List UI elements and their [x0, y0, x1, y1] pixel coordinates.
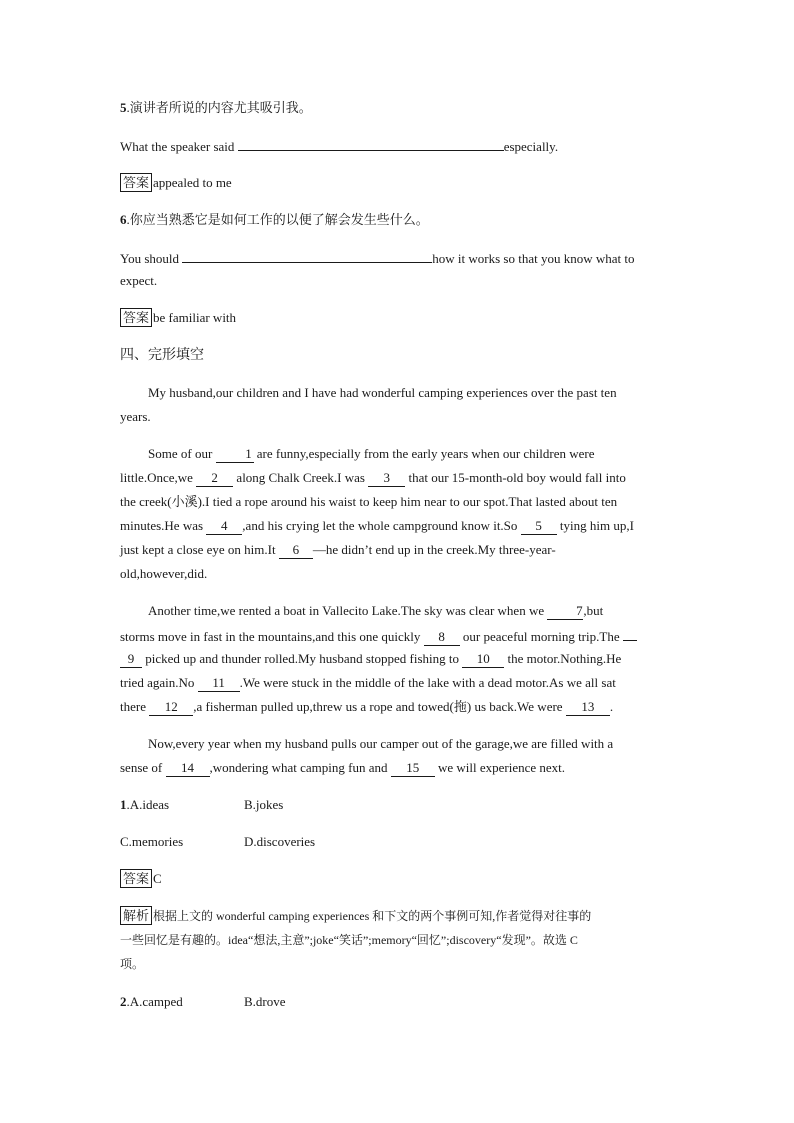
cloze-blank: 11: [198, 674, 240, 692]
passage-text: there: [120, 699, 150, 714]
answer-tag: 答案: [120, 173, 152, 192]
passage-text: the motor.Nothing.He: [504, 651, 622, 666]
cloze-blank: 8: [424, 628, 460, 646]
passage-line: [120, 442, 676, 466]
cloze-1-answer: [120, 867, 676, 891]
question-6-sentence-cont: expect.: [120, 273, 158, 288]
question-number: 5: [120, 100, 127, 115]
passage-line: old,however,did.: [120, 566, 208, 581]
cloze-blank: 14: [166, 759, 210, 777]
cloze-blank: 15: [391, 759, 435, 777]
sentence-start: You should: [120, 251, 183, 266]
passage-line: My husband,our children and I have had wonderful camping experiences over the past ten: [148, 385, 617, 400]
question-number: 2: [120, 994, 127, 1009]
passage-text: tried again.No: [120, 675, 198, 690]
option-d: D.discoveries: [244, 834, 316, 849]
passage-text: ,but: [583, 603, 604, 618]
cloze-blank: 7: [547, 602, 583, 620]
cloze-1-explanation-line: 项。: [120, 957, 145, 971]
passage-text: —he didn’t end up in the creek.My three-year-: [312, 542, 556, 557]
answer-text: C: [153, 871, 162, 886]
cloze-blank: 3: [368, 469, 405, 487]
passage-line: the creek(小溪).I tied a rope around his waist to keep him near to our spot.That lasted about ten: [120, 494, 618, 509]
question-5-sentence: [120, 133, 676, 159]
option-a: .A.camped: [126, 994, 183, 1009]
question-5-answer: [120, 171, 676, 195]
cloze-blank: 12: [149, 698, 193, 716]
passage-text: storms move in fast in the mountains,and this one quickly: [120, 629, 424, 644]
passage-line: [120, 671, 676, 695]
passage-line: [120, 623, 676, 649]
cloze-blank: 10: [462, 650, 504, 668]
passage-line: [120, 599, 676, 623]
passage-text: just kept a close eye on him.It: [120, 542, 279, 557]
question-6-answer: [120, 306, 676, 330]
passage-text: .We were stuck in the middle of the lake with a dead motor.As we all sat: [239, 675, 616, 690]
sentence-end: especially.: [503, 139, 559, 154]
option-b: B.drove: [244, 994, 286, 1009]
question-number: 1: [120, 797, 127, 812]
passage-text: along Chalk Creek.I was: [233, 470, 369, 485]
cloze-blank: 1: [216, 445, 254, 463]
passage-line: [120, 756, 676, 780]
passage-line: [120, 514, 676, 538]
passage-text: .: [609, 699, 614, 714]
cloze-1-explanation-line: [120, 904, 676, 928]
cloze-blank: 4: [206, 517, 242, 535]
question-6-sentence: [120, 245, 676, 271]
cloze-blank: 13: [566, 698, 610, 716]
passage-line: [120, 538, 676, 562]
passage-text: little.Once,we: [120, 470, 197, 485]
option-c: C.memories: [120, 834, 184, 849]
answer-text: be familiar with: [153, 310, 237, 325]
cloze-1-explanation-line: 一些回忆是有趣的。idea“想法,主意”;joke“笑话”;memory“回忆”;discovery“发现”。故选 C: [120, 933, 578, 947]
cloze-2-options-ab: [120, 990, 676, 1014]
passage-text: our peaceful morning trip.The: [459, 629, 623, 644]
explanation-tag: 解析: [120, 906, 152, 925]
passage-text: ,wondering what camping fun and: [209, 760, 391, 775]
passage-text: we will experience next.: [434, 760, 566, 775]
cloze-blank: 2: [196, 469, 233, 487]
sentence-end: how it works so that you know what to: [432, 251, 635, 266]
section-title: 四、完形填空: [120, 347, 204, 363]
answer-blank: [238, 133, 504, 151]
passage-line: years.: [120, 409, 151, 424]
cloze-1-options-cd: [120, 830, 676, 854]
passage-line: [120, 647, 676, 671]
sentence-start: What the speaker said: [120, 139, 238, 154]
cloze-blank: 6: [279, 541, 313, 559]
passage-text: ,a fisherman pulled up,threw us a rope and towed(拖) us back.We were: [193, 699, 566, 714]
answer-text: appealed to me: [153, 175, 232, 190]
answer-tag: 答案: [120, 869, 152, 888]
passage-text: are funny,especially from the early years when our children were: [253, 446, 595, 461]
answer-blank: [182, 245, 432, 263]
question-text: .你应当熟悉它是如何工作的以便了解会发生些什么。: [126, 212, 429, 227]
passage-line: Now,every year when my husband pulls our camper out of the garage,we are filled with a: [148, 736, 614, 751]
question-text: .演讲者所说的内容尤其吸引我。: [126, 100, 312, 115]
passage-text: ,and his crying let the whole campground know it.So: [242, 518, 521, 533]
passage-text: Some of our: [148, 446, 216, 461]
passage-text: Another time,we rented a boat in Vallecito Lake.The sky was clear when we: [148, 603, 548, 618]
answer-tag: 答案: [120, 308, 152, 327]
cloze-1-options-ab: [120, 793, 676, 817]
cloze-blank: 9: [120, 650, 142, 668]
question-6-prompt: [120, 208, 676, 232]
explanation-text: 根据上文的 wonderful camping experiences 和下文的两个事例可知,作者觉得对往事的: [153, 909, 592, 923]
passage-text: picked up and thunder rolled.My husband stopped fishing to: [142, 651, 463, 666]
option-a: .A.ideas: [126, 797, 170, 812]
question-number: 6: [120, 212, 127, 227]
question-5-prompt: [120, 96, 676, 120]
passage-text: tying him up,I: [556, 518, 634, 533]
option-b: B.jokes: [244, 797, 284, 812]
passage-line: [120, 695, 676, 719]
passage-line: [120, 466, 676, 490]
passage-text: minutes.He was: [120, 518, 207, 533]
passage-text: that our 15-month-old boy would fall into: [405, 470, 626, 485]
cloze-blank-start: [623, 623, 637, 641]
cloze-blank: 5: [521, 517, 557, 535]
passage-text: sense of: [120, 760, 166, 775]
